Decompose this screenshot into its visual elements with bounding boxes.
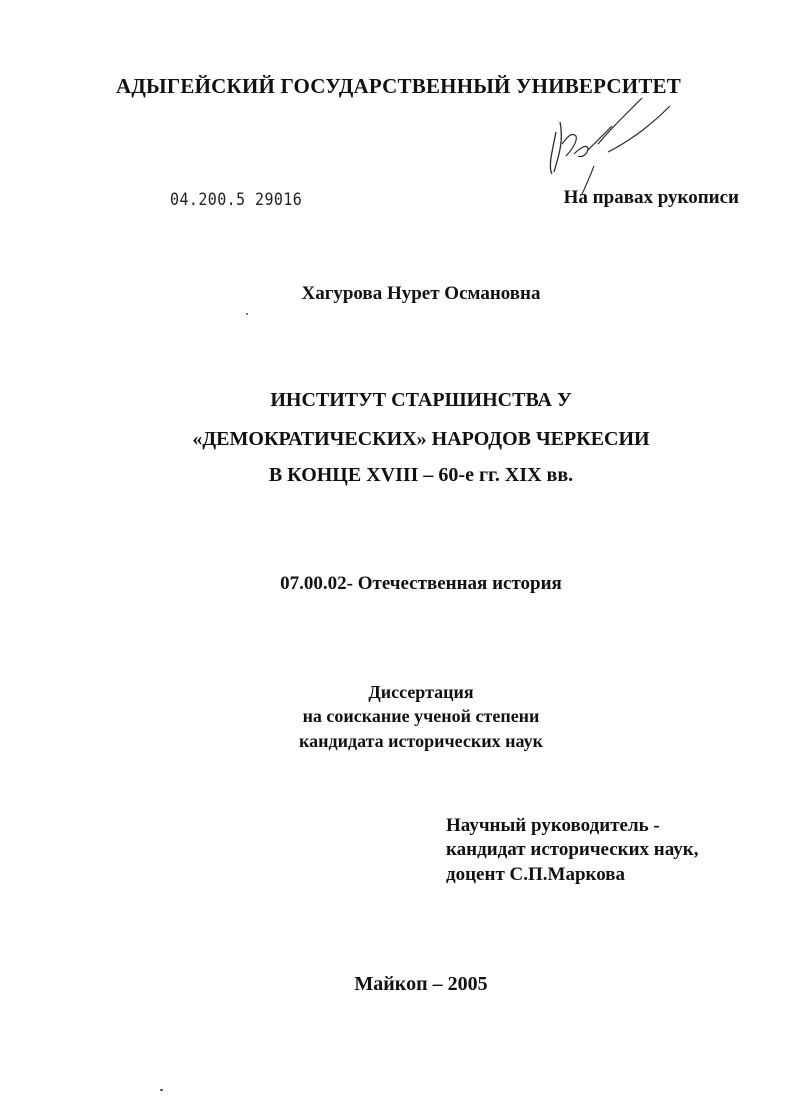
- supervisor-line-1: Научный руководитель -: [446, 815, 660, 836]
- scan-speck: [160, 1089, 163, 1091]
- handwritten-signature: [538, 92, 688, 196]
- title-line-3: В КОНЦЕ XVIII – 60-е гг. XIX вв.: [268, 464, 574, 486]
- supervisor-line-2: кандидат исторических наук,: [446, 839, 699, 860]
- title-line-1: ИНСТИТУТ СТАРШИНСТВА У: [270, 389, 572, 411]
- scan-speck: [246, 313, 248, 315]
- manuscript-rights-label: На правах рукописи: [563, 187, 739, 208]
- dissertation-line-2: на соискание ученой степени: [302, 706, 540, 726]
- author-name: Хагурова Нурет Османовна: [301, 283, 541, 304]
- dissertation-line-3: кандидата исторических наук: [299, 731, 543, 751]
- registry-number: 04.200.5 29016: [170, 190, 303, 210]
- place-and-year: Майкоп – 2005: [354, 973, 488, 995]
- title-line-2: «ДЕМОКРАТИЧЕСКИХ» НАРОДОВ ЧЕРКЕСИИ: [192, 428, 650, 450]
- university-name: АДЫГЕЙСКИЙ ГОСУДАРСТВЕННЫЙ УНИВЕРСИТЕТ: [116, 74, 681, 98]
- specialty-code: 07.00.02- Отечественная история: [280, 573, 562, 594]
- supervisor-line-3: доцент С.П.Маркова: [446, 864, 626, 885]
- dissertation-line-1: Диссертация: [368, 682, 474, 702]
